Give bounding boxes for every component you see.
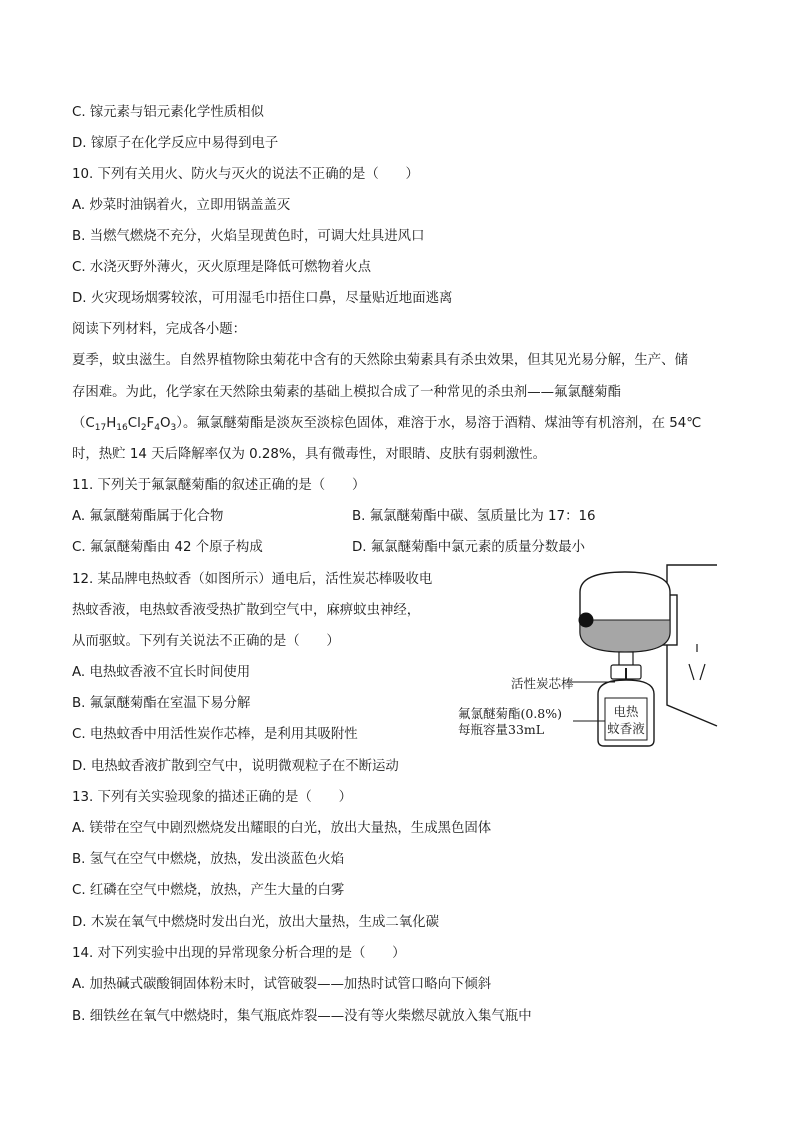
mosquito-repellent-diagram: [455, 560, 720, 750]
formula-sub-cl: 2: [140, 423, 147, 433]
wick-label: 活性炭芯棒: [511, 676, 574, 691]
q12-option-a: A. 电热蚊香液不宜长时间使用: [72, 665, 251, 680]
q13-option-d: D. 木炭在氧气中燃烧时发出白光，放出大量热，生成二氧化碳: [72, 915, 439, 930]
content-label-line-1: 氟氯醚菊酯(0.8%): [458, 706, 563, 721]
indicator-light: [579, 613, 594, 628]
content-label-line-2: 每瓶容量33mL: [458, 722, 545, 737]
material-paragraph-3: [72, 415, 701, 434]
q12-option-c: C. 电热蚊香中用活性炭作芯棒，是利用其吸附性: [72, 727, 358, 742]
formula-open: （C: [72, 416, 95, 431]
q12-option-b: B. 氟氯醚菊酯在室温下易分解: [72, 696, 251, 711]
formula-sub-c: 17: [94, 423, 107, 433]
material-paragraph-3-text: ）。氟氯醚菊酯是淡灰至淡棕色固体，难溶于水，易溶于酒精、煤油等有机溶剂，在 54℃: [176, 416, 702, 431]
q13-option-b: B. 氢气在空气中燃烧，放热，发出淡蓝色火焰: [72, 852, 345, 867]
q11-option-c: C. 氟氯醚菊酯由 42 个原子构成: [72, 540, 263, 555]
material-paragraph-1: 夏季，蚊虫滋生。自然界植物除虫菊花中含有的天然除虫菊素具有杀虫效果，但其见光易分解，生产、储: [72, 353, 688, 368]
formula-sub-h: 16: [116, 423, 128, 433]
bottle-label-line-1: 电热: [613, 704, 639, 719]
question-12-line-1: 12. 某品牌电热蚊香（如图所示）通电后，活性炭芯棒吸收电: [72, 572, 433, 587]
q12-option-d: D. 电热蚊香液扩散到空气中，说明微观粒子在不断运动: [72, 759, 399, 774]
prong-right: [700, 664, 705, 680]
q13-option-a: A. 镁带在空气中剧烈燃烧发出耀眼的白光，放出大量热，生成黑色固体: [72, 821, 492, 836]
question-10: 10. 下列有关用火、防火与灭火的说法不正确的是（ ）: [72, 167, 419, 182]
q10-option-b: B. 当燃气燃烧不充分，火焰呈现黄色时，可调大灶具进风口: [72, 229, 425, 244]
q9-option-c: C. 镓元素与铝元素化学性质相似: [72, 105, 264, 120]
q10-option-a: A. 炒菜时油锅着火，立即用锅盖盖灭: [72, 198, 291, 213]
q9-option-d: D. 镓原子在化学反应中易得到电子: [72, 136, 279, 151]
q11-option-d: D. 氟氯醚菊酯中氯元素的质量分数最小: [352, 540, 586, 555]
prong-left: [689, 664, 694, 680]
q10-option-c: C. 水浇灭野外薄火，灭火原理是降低可燃物着火点: [72, 260, 372, 275]
material-paragraph-4: 时，热贮 14 天后降解率仅为 0.28%，具有微毒性，对眼睛、皮肤有弱刺激性。: [72, 447, 547, 462]
q14-option-a: A. 加热碱式碳酸铜固体粉末时，试管破裂——加热时试管口略向下倾斜: [72, 977, 492, 992]
formula-sub-f: 4: [154, 423, 160, 433]
bottle-label-line-2: 蚊香液: [607, 721, 645, 736]
formula-sub-o: 3: [170, 423, 177, 433]
question-11: 11. 下列关于氟氯醚菊酯的叙述正确的是（ ）: [72, 478, 366, 493]
question-13: 13. 下列有关实验现象的描述正确的是（ ）: [72, 790, 352, 805]
q13-option-c: C. 红磷在空气中燃烧，放热，产生大量的白雾: [72, 883, 345, 898]
question-12-line-2: 热蚊香液，电热蚊香液受热扩散到空气中，麻痹蚊虫神经，: [72, 603, 421, 618]
material-intro: 阅读下列材料，完成各小题：: [72, 322, 247, 337]
q14-option-b: B. 细铁丝在氧气中燃烧时，集气瓶底炸裂——没有等火柴燃尽就放入集气瓶中: [72, 1009, 532, 1024]
q10-option-d: D. 火灾现场烟雾较浓，可用湿毛巾捂住口鼻，尽量贴近地面逃离: [72, 291, 453, 306]
formula-f: F: [146, 416, 155, 431]
heater-band: [580, 620, 670, 652]
question-12-line-3: 从而驱蚊。下列有关说法不正确的是（ ）: [72, 634, 340, 649]
question-14: 14. 对下列实验中出现的异常现象分析合理的是（ ）: [72, 946, 406, 961]
formula-cl: Cl: [127, 416, 141, 431]
mosquito-repellent-figure: [455, 560, 720, 754]
q11-option-b: B. 氟氯醚菊酯中碳、氢质量比为 17：16: [352, 509, 596, 524]
formula-h: H: [106, 416, 117, 431]
q11-option-a: A. 氟氯醚菊酯属于化合物: [72, 509, 224, 524]
formula-o: O: [159, 416, 171, 431]
material-paragraph-2: 存困难。为此，化学家在天然除虫菊素的基础上模拟合成了一种常见的杀虫剂——氟氯醚菊酯: [72, 385, 622, 400]
